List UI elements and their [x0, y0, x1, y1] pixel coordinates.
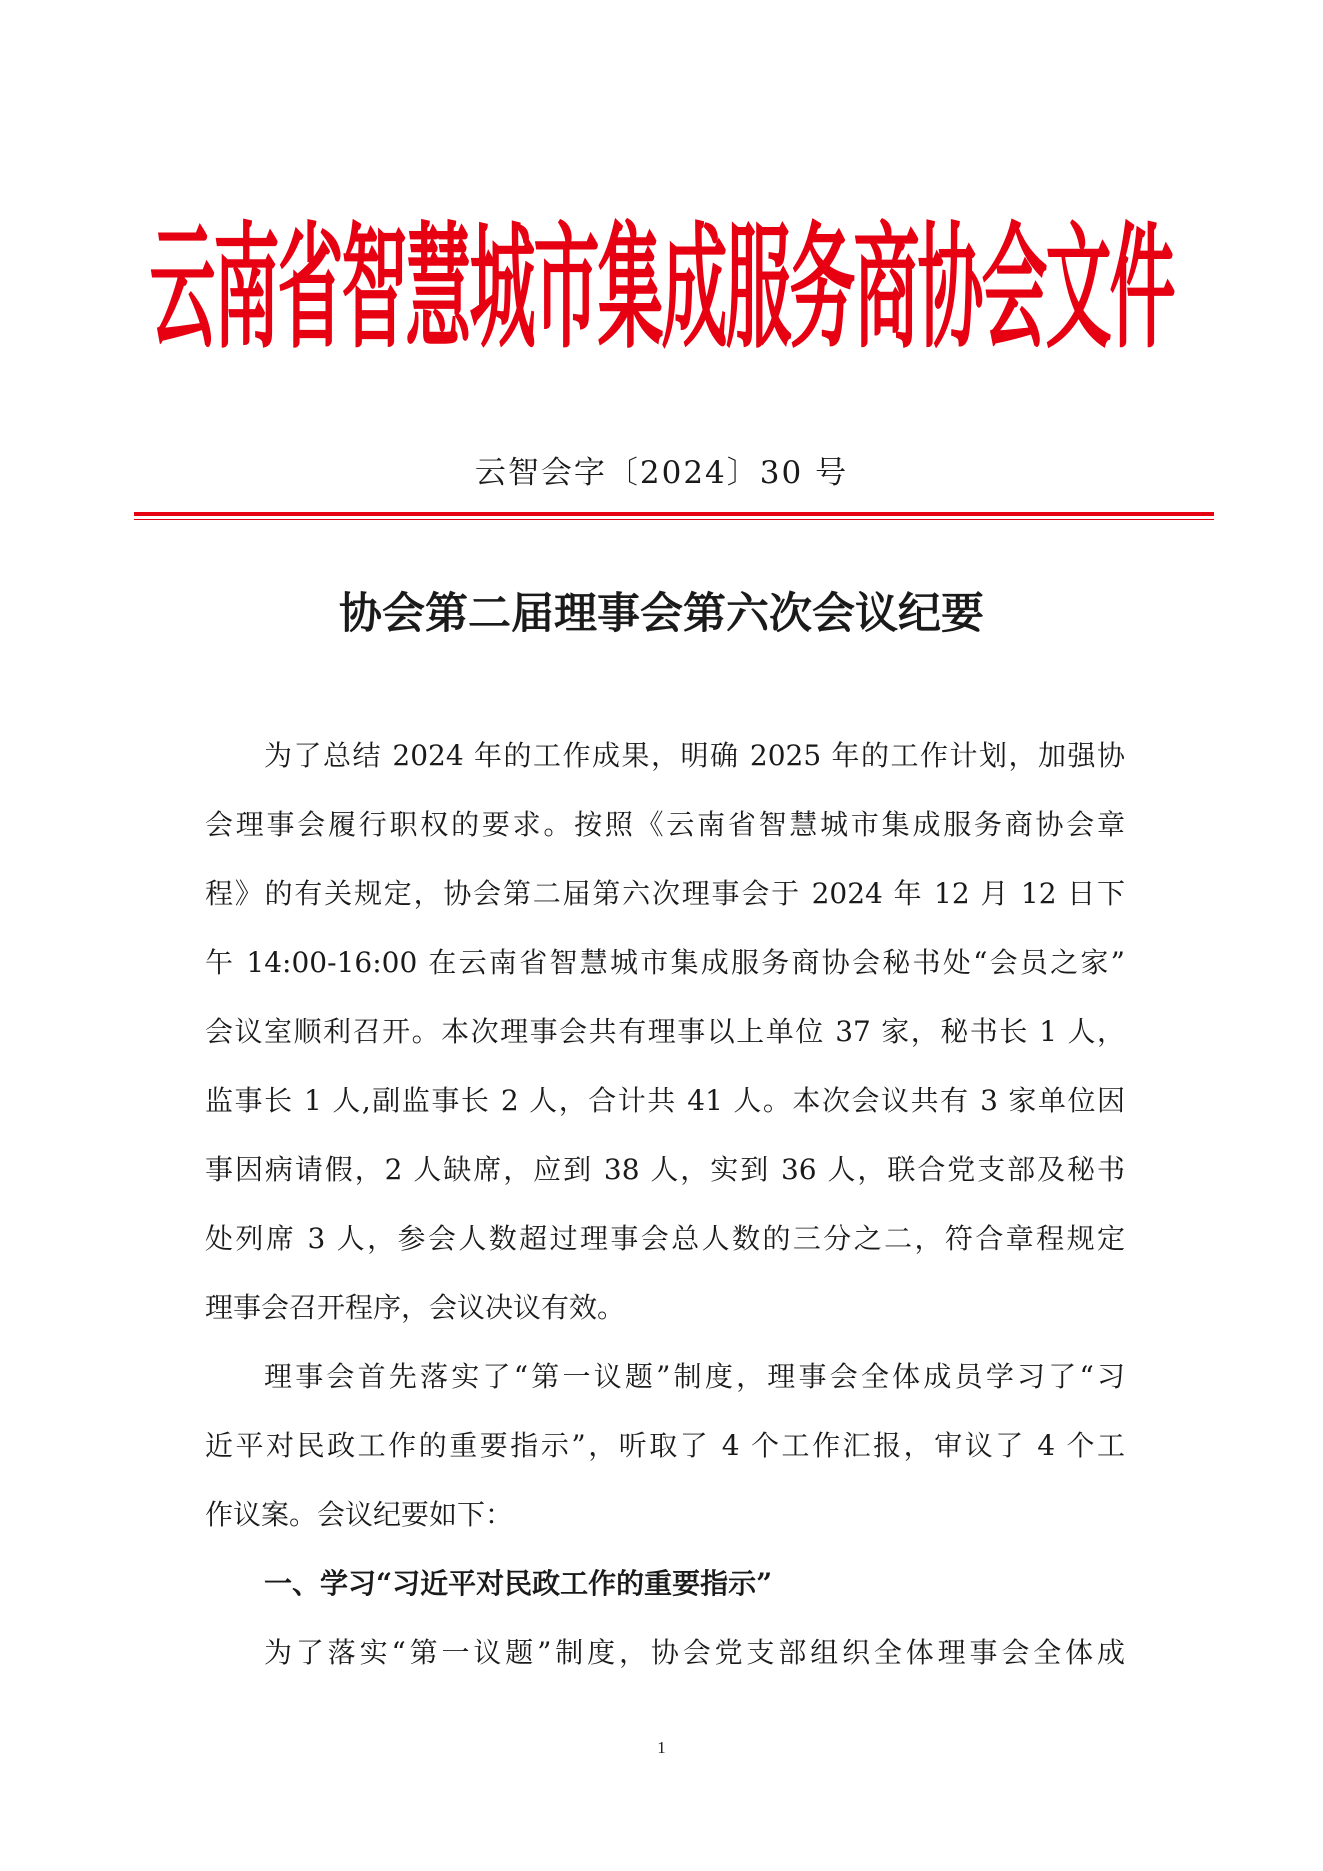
body-line: 事因病请假，2 人缺席，应到 38 人，实到 36 人，联合党支部及秘书	[205, 1153, 1125, 1186]
body-line: 处列席 3 人，参会人数超过理事会总人数的三分之二，符合章程规定	[205, 1222, 1125, 1255]
section-heading: 一、学习“习近平对民政工作的重要指示”	[264, 1567, 773, 1600]
document-number: 云智会字〔2024〕30 号	[474, 455, 849, 491]
body-line: 作议案。会议纪要如下：	[205, 1498, 514, 1531]
body-line: 午 14:00-16:00 在云南省智慧城市集成服务商协会秘书处“会员之家”	[205, 946, 1125, 979]
body-line: 理事会首先落实了“第一议题”制度，理事会全体成员学习了“习	[264, 1360, 1125, 1393]
red-divider-thin	[134, 519, 1214, 520]
body-line: 近平对民政工作的重要指示”，听取了 4 个工作汇报，审议了 4 个工	[205, 1429, 1125, 1462]
org-header-title: 云南省智慧城市集成服务商协会文件	[149, 209, 1174, 368]
page-number: 1	[657, 1738, 666, 1757]
body-line: 为了总结 2024 年的工作成果，明确 2025 年的工作计划，加强协	[264, 739, 1125, 772]
body-line: 理事会召开程序，会议决议有效。	[205, 1291, 626, 1324]
document-title: 协会第二届理事会第六次会议纪要	[339, 589, 984, 639]
body-line: 会议室顺利召开。本次理事会共有理事以上单位 37 家，秘书长 1 人，	[205, 1015, 1125, 1048]
body-line: 为了落实“第一议题”制度，协会党支部组织全体理事会全体成	[264, 1636, 1125, 1669]
body-line: 监事长 1 人,副监事长 2 人，合计共 41 人。本次会议共有 3 家单位因	[205, 1084, 1125, 1117]
red-divider-thick	[134, 512, 1214, 516]
body-line: 会理事会履行职权的要求。按照《云南省智慧城市集成服务商协会章	[205, 808, 1125, 841]
body-line: 程》的有关规定，协会第二届第六次理事会于 2024 年 12 月 12 日下	[205, 877, 1125, 910]
